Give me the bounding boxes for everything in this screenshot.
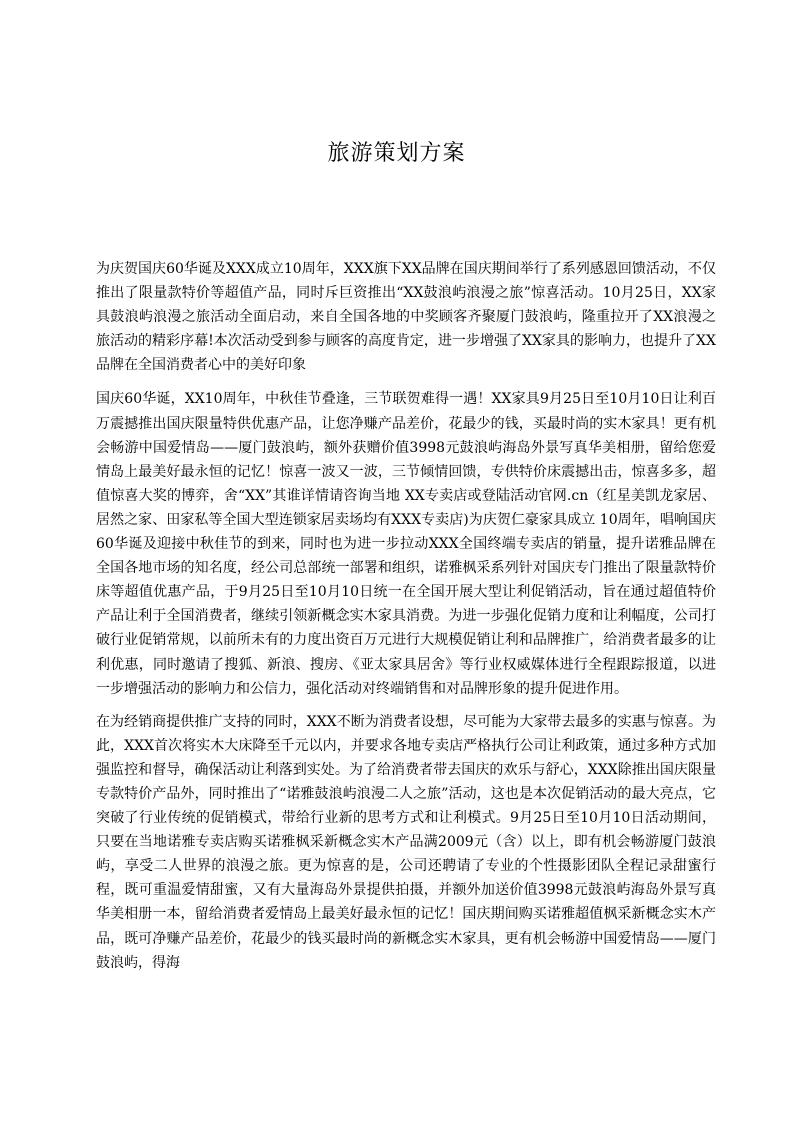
paragraph-3: 在为经销商提供推广支持的同时，XXX不断为消费者设想，尽可能为大家带去最多的实惠与惊喜。为此，XXX首次将实木大床降至千元以内，并要求各地专卖店严格执行公司让利政策，通过多种方式加强监控和督导，确保活动让利落到实处。为了给消费者带去国庆的欢乐与舒心，XXX除推出国庆限量专款特价产品外，同时推出了“诺雅鼓浪屿浪漫二人之旅”活动，这也是本次促销活动的最大亮点，它突破了行业传统的促销模式，带给行业新的思考方式和让利模式。9月25日至10月10日活动期间，只要在当地诺雅专卖店购买诺雅枫采新概念实木产品满2009元（含）以上，即有机会畅游厦门鼓浪屿，享受二人世界的浪漫之旅。更为惊喜的是，公司还聘请了专业的个性摄影团队全程记录甜蜜行程，既可重温爱情甜蜜，又有大量海岛外景提供拍摄，并额外加送价值3998元鼓浪屿海岛外景写真华美相册一本，留给消费者爱情岛上最美好最永恒的记忆！国庆期间购买诺雅超值枫采新概念实木产品，既可净赚产品差价，花最少的钱买最时尚的新概念实木家具，更有机会畅游中国爱情岛——厦门鼓浪屿，得海 (96, 713, 716, 971)
paragraph-1: 为庆贺国庆60华诞及XXX成立10周年，XXX旗下XX品牌在国庆期间举行了系列感恩回馈活动，不仅推出了限量款特价等超值产品，同时斥巨资推出“XX鼓浪屿浪漫之旅”惊喜活动。10月25日，XX家具鼓浪屿浪漫之旅活动全面启动，来自全国各地的中奖顾客齐聚厦门鼓浪屿，隆重拉开了XX浪漫之旅活动的精彩序幕!本次活动受到参与顾客的高度肯定，进一步增强了XX家具的影响力，也提升了XX品牌在全国消费者心中的美好印象 (96, 261, 716, 374)
paragraph-2: 国庆60华诞，XX10周年，中秋佳节叠逢，三节联贺难得一遇！XX家具9月25日至10月10日让利百万震撼推出国庆限量特供优惠产品，让您净赚产品差价，花最少的钱，买最时尚的实木家具！更有机会畅游中国爱情岛——厦门鼓浪屿，额外获赠价值3998元鼓浪屿海岛外景写真华美相册，留给您爱情岛上最美好最永恒的记忆！惊喜一波又一波，三节倾情回馈，专供特价床震撼出击，惊喜多多，超值惊喜大奖的博弈，舍“XX”其谁详情请咨询当地 XX专卖店或登陆活动官网.cn（红星美凯龙家居、居然之家、田家私等全国大型连锁家居卖场均有XXX专卖店)为庆贺仁豪家具成立 10周年，唱响国庆60华诞及迎接中秋佳节的到来，同时也为进一步拉动XXX全国终端专卖店的销量，提升诺雅品牌在全国各地市场的知名度，经公司总部统一部署和组织，诺雅枫采系列针对国庆专门推出了限量款特价床等超值优惠产品，于9月25日至10月10日统一在全国开展大型让利促销活动，旨在通过超值特价产品让利于全国消费者，继续引领新概念实木家具消费。为进一步强化促销力度和让利幅度，公司打破行业促销常规，以前所未有的力度出资百万元进行大规模促销让利和品牌推广，给消费者最多的让利优惠，同时邀请了搜狐、新浪、搜房、《亚太家具居舍》等行业权威媒体进行全程跟踪报道，以进一步增强活动的影响力和公信力，强化活动对终端销售和对品牌形象的提升促进作用。 (96, 391, 716, 697)
document-body (96, 257, 716, 985)
document-title: 旅游策划方案 (327, 141, 466, 166)
